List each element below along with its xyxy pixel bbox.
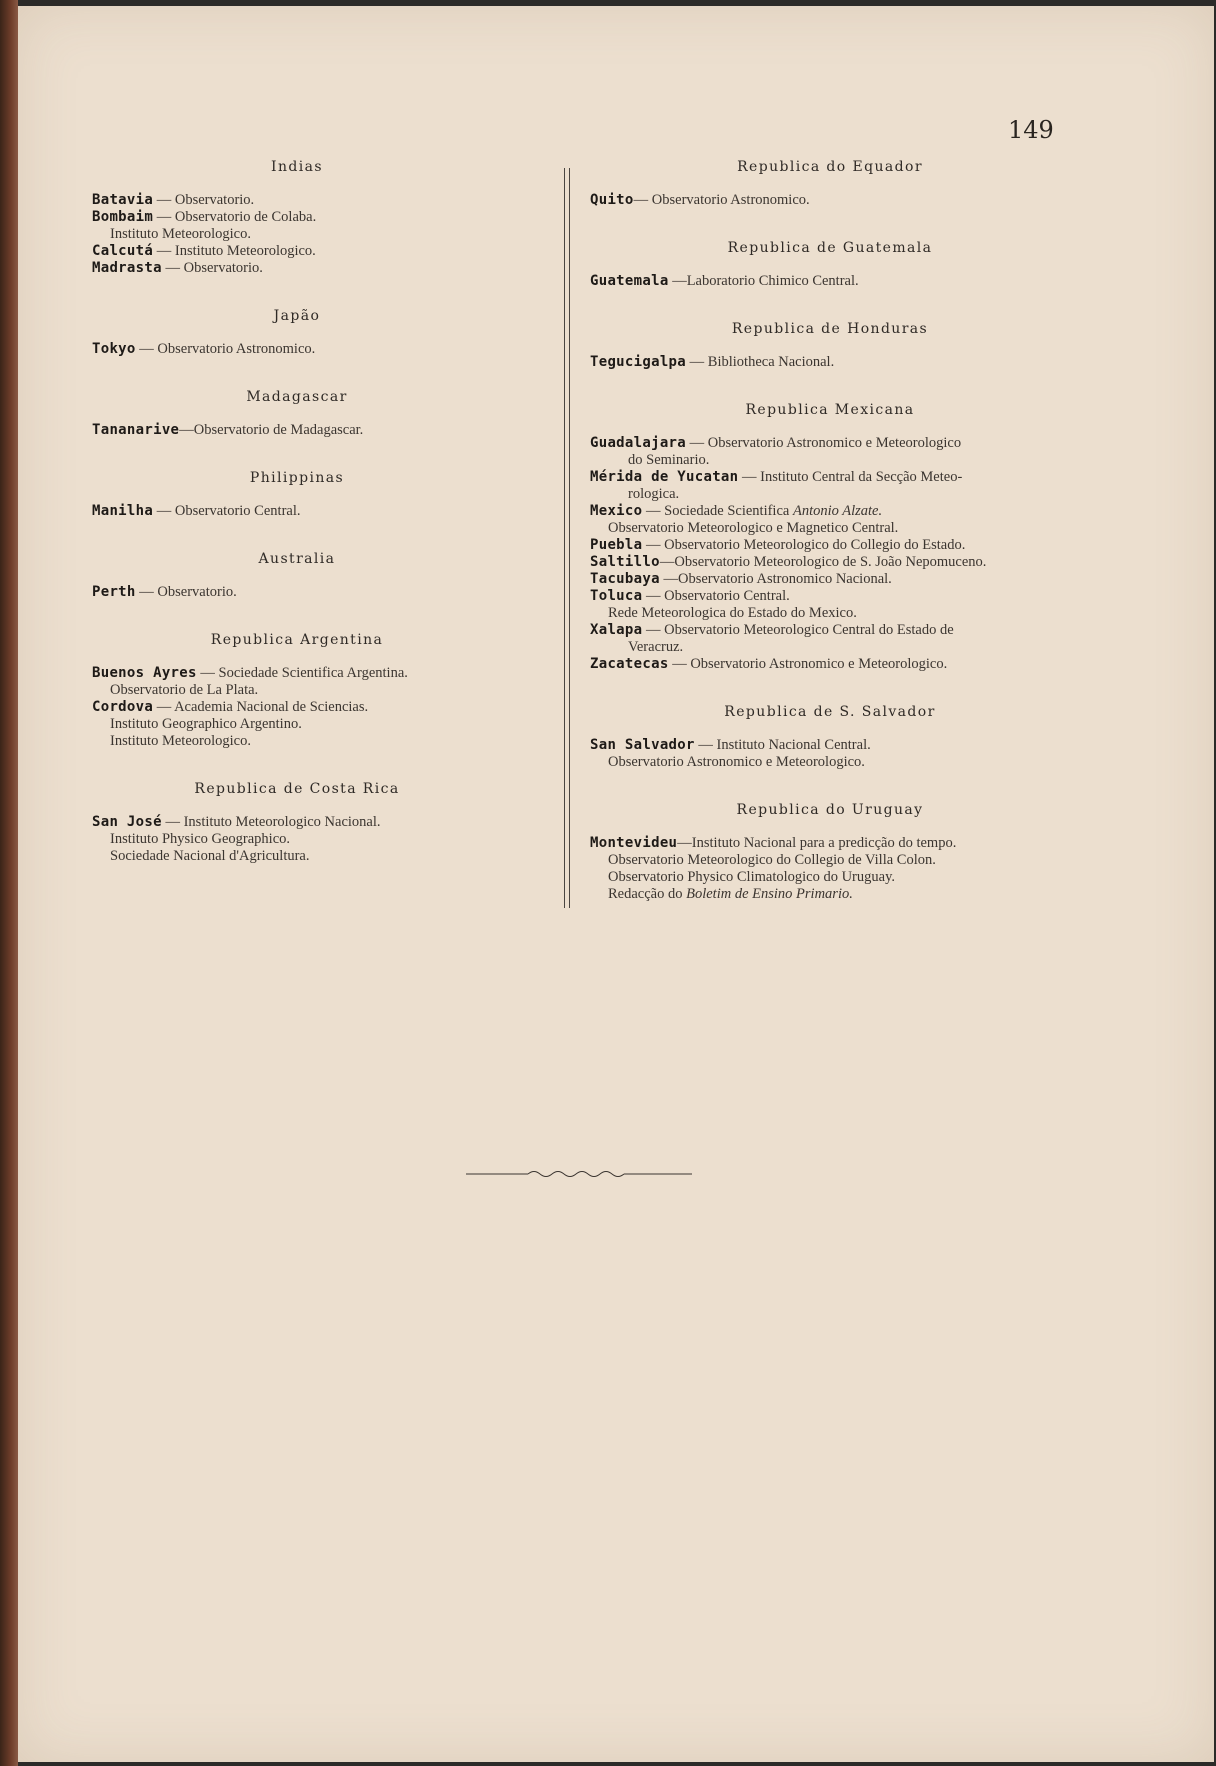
institution-name: Instituto Nacional para a predicção do tempo. [691, 835, 957, 851]
institution-entry [590, 435, 1070, 452]
institution-name: Observatorio Meteorologico Central do Estado de [664, 622, 954, 638]
institution-name: Observatorio Astronomico e Meteorologico. [608, 754, 865, 770]
institution-name: Sociedade Scientifica Argentina. [218, 665, 408, 681]
institution-entry [590, 273, 1070, 290]
institution-name-wrap: Veracruz. [628, 639, 684, 655]
institution-entry [590, 656, 1070, 673]
country-heading: Madagascar [246, 389, 348, 405]
entry-separator: — [153, 243, 175, 259]
city-name: Tananarive [92, 422, 180, 438]
entry-separator: — [659, 571, 678, 587]
country-section [590, 401, 1070, 673]
city-name: Batavia [92, 192, 154, 208]
entry-separator: — [153, 503, 175, 519]
institution-entry [590, 588, 1070, 605]
city-name: Guatemala [590, 273, 669, 289]
country-section [92, 780, 502, 865]
city-name: Manilha [92, 503, 154, 519]
country-heading: Republica de Costa Rica [194, 781, 400, 797]
entry-separator: — [738, 469, 761, 485]
section-spacer [92, 358, 502, 388]
institution-name: Observatorio Meteorologico do Collegio do Estado. [664, 537, 966, 553]
city-name: Toluca [590, 588, 643, 604]
institution-name: Instituto Geographico Argentino. [110, 716, 302, 732]
country-heading: Republica Argentina [210, 632, 384, 648]
country-heading: Indias [271, 159, 323, 175]
entry-separator: — [642, 503, 665, 519]
country-heading: Australia [258, 551, 336, 567]
country-heading: Republica de S. Salvador [724, 704, 936, 720]
page-number: 149 [1008, 116, 1054, 144]
institution-name: Laboratorio Chimico Central. [686, 273, 859, 289]
entry-separator: — [668, 656, 691, 672]
institution-entry [92, 341, 502, 358]
institution-entry [590, 469, 1070, 486]
country-section [92, 158, 502, 277]
book-spine [0, 0, 18, 1766]
ornament-rule [466, 1168, 692, 1180]
book-page [18, 6, 1214, 1762]
entry-separator: — [153, 699, 175, 715]
city-name: Buenos Ayres [92, 665, 197, 681]
country-section [590, 801, 1070, 903]
institution-entry-continued [92, 848, 502, 865]
section-spacer [92, 750, 502, 780]
country-heading: Republica Mexicana [745, 402, 915, 418]
country-section [92, 631, 502, 750]
city-name: Saltillo [590, 554, 660, 570]
institution-name: Observatorio Astronomico. [651, 192, 810, 208]
institution-name: Observatorio. [174, 192, 255, 208]
city-name: San Salvador [590, 737, 695, 753]
institution-entry-continued [590, 869, 1070, 886]
institution-entry [92, 584, 502, 601]
institution-name: Observatorio. [183, 260, 263, 276]
institution-entry [590, 503, 1070, 520]
city-name: Tacubaya [590, 571, 660, 587]
institution-name: Observatorio de La Plata. [110, 682, 259, 698]
institution-entry-wrap [590, 452, 1070, 469]
institution-entry [590, 354, 1070, 371]
institution-name: Instituto Meteorologico Nacional. [183, 814, 381, 830]
institution-name-wrap: do Seminario. [628, 452, 710, 468]
institution-entry [590, 737, 1070, 754]
entry-separator: — [161, 260, 184, 276]
institution-name: Observatorio Astronomico Nacional. [677, 571, 892, 587]
country-section [92, 307, 502, 358]
institution-name: Sociedade Scientifica [664, 503, 793, 519]
city-name: Mérida de Yucatan [590, 469, 739, 485]
entry-separator: — [686, 354, 708, 370]
institution-name: Instituto Nacional Central. [716, 737, 871, 753]
institution-name-italic: Antonio Alzate. [792, 503, 883, 519]
institution-name: Observatorio Meteorologico do Collegio de Villa Colon. [608, 852, 936, 868]
section-spacer [92, 601, 502, 631]
country-section [590, 320, 1070, 371]
institution-name: Redacção do [608, 886, 687, 902]
institution-entry-continued [92, 716, 502, 733]
country-section [590, 158, 1070, 209]
city-name: Tegucigalpa [590, 354, 687, 370]
institution-entry [92, 209, 502, 226]
entry-separator: — [153, 192, 175, 208]
entry-separator: — [659, 554, 675, 570]
entry-separator: — [642, 622, 665, 638]
city-name: Calcutá [92, 243, 154, 259]
institution-name-wrap: rologica. [628, 486, 680, 502]
institution-entry [590, 571, 1070, 588]
institution-name: Sociedade Nacional d'Agricultura. [110, 848, 310, 864]
institution-name: Instituto Central da Secção Meteo- [760, 469, 963, 485]
city-name: Montevideu [590, 835, 678, 851]
institution-entry-continued [590, 754, 1070, 771]
country-heading: Philippinas [249, 470, 345, 486]
entry-separator: — [135, 584, 158, 600]
institution-name: Observatorio Central. [664, 588, 790, 604]
section-spacer [590, 371, 1070, 401]
institution-entry [92, 422, 502, 439]
institution-name: Observatorio Central. [174, 503, 301, 519]
institution-name: Observatorio Astronomico e Meteorologico. [690, 656, 948, 672]
city-name: Puebla [590, 537, 643, 553]
city-name: Bombaim [92, 209, 154, 225]
entry-separator: — [633, 192, 652, 208]
institution-entry-continued [590, 520, 1070, 537]
institution-name: Bibliotheca Nacional. [707, 354, 835, 370]
right-column [590, 158, 1070, 903]
city-name: Cordova [92, 699, 154, 715]
section-spacer [92, 277, 502, 307]
institution-name: Observatorio. [157, 584, 237, 600]
left-column [92, 158, 502, 865]
section-spacer [92, 520, 502, 550]
institution-entry [590, 835, 1070, 852]
entry-separator: — [694, 737, 717, 753]
city-name: San José [92, 814, 162, 830]
entry-separator: — [135, 341, 158, 357]
institution-entry [590, 537, 1070, 554]
institution-name: Rede Meteorologica do Estado do Mexico. [608, 605, 857, 621]
institution-entry [92, 260, 502, 277]
country-heading: Republica de Guatemala [727, 240, 933, 256]
institution-entry-continued [92, 226, 502, 243]
country-section [590, 703, 1070, 771]
institution-entry-continued [590, 605, 1070, 622]
country-heading: Republica do Uruguay [736, 802, 924, 818]
city-name: Tokyo [92, 341, 136, 357]
section-spacer [590, 290, 1070, 320]
entry-separator: — [153, 209, 175, 225]
country-section [92, 469, 502, 520]
institution-name: Instituto Meteorologico. [110, 733, 251, 749]
institution-entry [92, 665, 502, 682]
city-name: Xalapa [590, 622, 643, 638]
institution-entry [590, 192, 1070, 209]
institution-entry-continued [590, 886, 1070, 903]
country-section [590, 239, 1070, 290]
institution-name: Observatorio Meteorologico e Magnetico Central. [608, 520, 899, 536]
institution-name: Observatorio Astronomico. [157, 341, 316, 357]
institution-entry [92, 192, 502, 209]
institution-entry [92, 814, 502, 831]
city-name: Quito [590, 192, 634, 208]
city-name: Zacatecas [590, 656, 669, 672]
country-heading: Republica de Honduras [731, 321, 929, 337]
entry-separator: — [642, 537, 665, 553]
section-spacer [590, 673, 1070, 703]
city-name: Mexico [590, 503, 643, 519]
institution-entry-continued [92, 682, 502, 699]
institution-name: Instituto Physico Geographico. [110, 831, 291, 847]
institution-entry [92, 243, 502, 260]
city-name: Madrasta [92, 260, 162, 276]
publication-title: Boletim de Ensino Primario. [686, 886, 853, 902]
column-divider [564, 168, 570, 908]
entry-separator: — [668, 273, 687, 289]
entry-separator: — [161, 814, 184, 830]
institution-entry [92, 699, 502, 716]
entry-separator: — [686, 435, 708, 451]
institution-name: Academia Nacional de Sciencias. [174, 699, 369, 715]
entry-separator: — [179, 422, 194, 438]
institution-entry-continued [590, 852, 1070, 869]
entry-separator: — [196, 665, 219, 681]
institution-entry [590, 622, 1070, 639]
country-heading: Japão [273, 308, 321, 324]
institution-entry-wrap [590, 486, 1070, 503]
section-spacer [92, 439, 502, 469]
institution-name: Observatorio Astronomico e Meteorologico [707, 435, 962, 451]
country-heading: Republica do Equador [737, 159, 923, 175]
institution-entry-continued [92, 733, 502, 750]
institution-entry [590, 554, 1070, 571]
institution-name: Observatorio Physico Climatologico do Uruguay. [608, 869, 896, 885]
institution-entry-continued [92, 831, 502, 848]
institution-name: Observatorio de Colaba. [174, 209, 317, 225]
city-name: Guadalajara [590, 435, 687, 451]
section-spacer [590, 209, 1070, 239]
institution-entry-wrap [590, 639, 1070, 656]
country-section [92, 550, 502, 601]
entry-separator: — [677, 835, 692, 851]
country-section [92, 388, 502, 439]
institution-entry [92, 503, 502, 520]
institution-name: Observatorio Meteorologico de S. João Nepomuceno. [674, 554, 987, 570]
institution-name: Observatorio de Madagascar. [193, 422, 364, 438]
entry-separator: — [642, 588, 665, 604]
city-name: Perth [92, 584, 136, 600]
institution-name: Instituto Meteorologico. [174, 243, 316, 259]
section-spacer [590, 771, 1070, 801]
institution-name: Instituto Meteorologico. [110, 226, 251, 242]
